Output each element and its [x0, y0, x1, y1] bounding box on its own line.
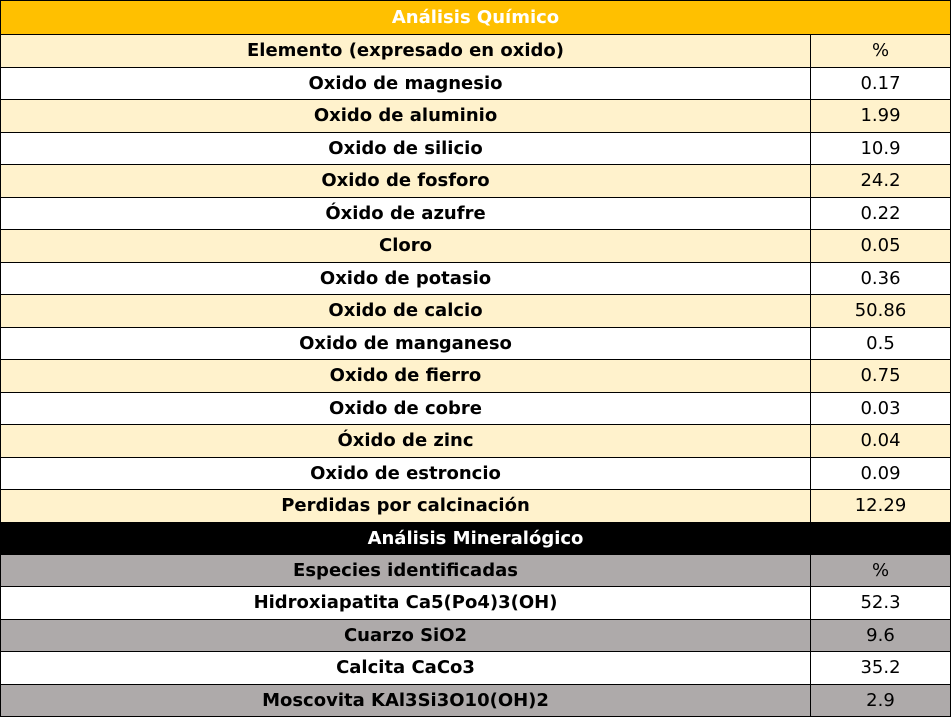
element-value: 24.2: [811, 165, 951, 198]
chemical-title-row: [1, 1, 951, 35]
percent-column-header: %: [811, 554, 951, 587]
element-name: Oxido de cobre: [1, 392, 811, 425]
element-name: Oxido de manganeso: [1, 327, 811, 360]
element-value: 10.9: [811, 132, 951, 165]
table-row: [1, 360, 951, 393]
table-row: [1, 295, 951, 328]
element-column-header: Elemento (expresado en oxido): [1, 35, 811, 68]
mineral-header-row: [1, 554, 951, 587]
species-value: 9.6: [811, 619, 951, 652]
mineral-title-row: [1, 522, 951, 554]
element-value: 0.17: [811, 67, 951, 100]
element-value: 0.03: [811, 392, 951, 425]
percent-column-header: %: [811, 35, 951, 68]
element-name: Oxido de magnesio: [1, 67, 811, 100]
table-row: [1, 230, 951, 263]
element-name: Oxido de estroncio: [1, 457, 811, 490]
element-value: 0.36: [811, 262, 951, 295]
table-row: [1, 425, 951, 458]
table-row: [1, 457, 951, 490]
species-name: Moscovita KAl3Si3O10(OH)2: [1, 684, 811, 717]
element-name: Oxido de fosforo: [1, 165, 811, 198]
element-value: 0.05: [811, 230, 951, 263]
element-value: 0.09: [811, 457, 951, 490]
table-row: [1, 652, 951, 685]
element-name: Óxido de azufre: [1, 197, 811, 230]
species-column-header: Especies identificadas: [1, 554, 811, 587]
table-row: [1, 327, 951, 360]
table-row: [1, 619, 951, 652]
element-value: 0.75: [811, 360, 951, 393]
table-row: [1, 197, 951, 230]
element-value: 0.5: [811, 327, 951, 360]
mineral-title: Análisis Mineralógico: [1, 522, 951, 554]
table-row: [1, 490, 951, 523]
table-row: [1, 587, 951, 620]
element-name: Cloro: [1, 230, 811, 263]
element-value: 0.04: [811, 425, 951, 458]
species-name: Hidroxiapatita Ca5(Po4)3(OH): [1, 587, 811, 620]
element-value: 1.99: [811, 100, 951, 133]
element-name: Oxido de potasio: [1, 262, 811, 295]
table-row: [1, 684, 951, 717]
table-row: [1, 67, 951, 100]
element-name: Oxido de silicio: [1, 132, 811, 165]
element-value: 12.29: [811, 490, 951, 523]
species-name: Calcita CaCo3: [1, 652, 811, 685]
element-value: 50.86: [811, 295, 951, 328]
table-row: [1, 165, 951, 198]
element-value: 0.22: [811, 197, 951, 230]
chemical-title: Análisis Químico: [1, 1, 951, 35]
element-name: Oxido de fierro: [1, 360, 811, 393]
species-value: 2.9: [811, 684, 951, 717]
table-row: [1, 262, 951, 295]
species-name: Cuarzo SiO2: [1, 619, 811, 652]
species-value: 35.2: [811, 652, 951, 685]
element-name: Óxido de zinc: [1, 425, 811, 458]
table-row: [1, 100, 951, 133]
element-name: Oxido de calcio: [1, 295, 811, 328]
element-name: Perdidas por calcinación: [1, 490, 811, 523]
element-name: Oxido de aluminio: [1, 100, 811, 133]
species-value: 52.3: [811, 587, 951, 620]
table-row: [1, 392, 951, 425]
table-row: [1, 132, 951, 165]
chemical-header-row: [1, 35, 951, 68]
